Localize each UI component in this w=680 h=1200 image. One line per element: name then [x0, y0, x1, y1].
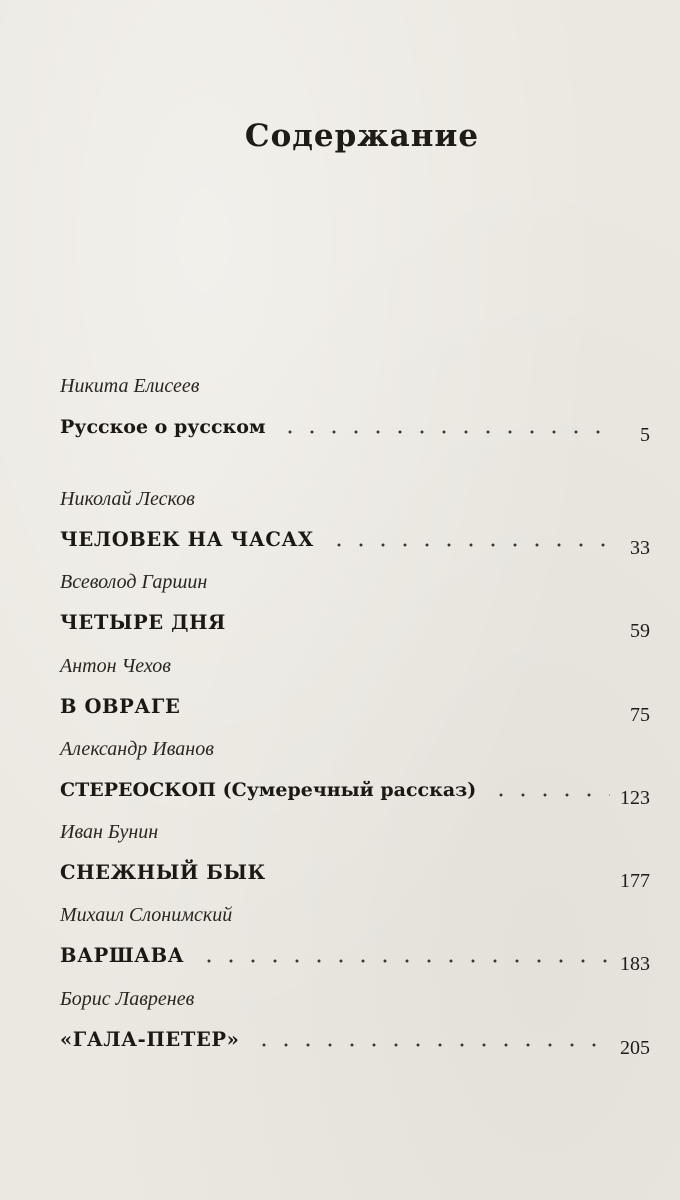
toc-entry — [60, 737, 650, 809]
toc-entry — [60, 654, 650, 726]
toc-entry — [60, 820, 650, 892]
dot-leader — [253, 1027, 610, 1053]
toc-page-number: 5 — [640, 424, 650, 446]
toc-work-title: «ГАЛА-ПЕТЕР» — [60, 1028, 240, 1051]
toc-work-title: ЧЕЛОВЕК НА ЧАСАХ — [60, 528, 314, 551]
toc-page-number: 177 — [620, 870, 650, 892]
toc-work-title: В ОВРАГЕ — [60, 695, 181, 718]
toc-page-number: 59 — [630, 620, 650, 642]
toc-page-number: 75 — [630, 704, 650, 726]
toc-author: Михаил Слонимский — [60, 904, 233, 926]
toc-row — [60, 688, 650, 726]
toc-work-title: Русское о русском — [60, 416, 266, 438]
toc-entry — [60, 903, 650, 975]
toc-author: Никита Елисеев — [60, 375, 200, 397]
toc-author: Александр Иванов — [60, 738, 214, 760]
toc-entry — [60, 570, 650, 642]
toc-author: Борис Лавренев — [60, 988, 195, 1010]
dot-leader — [198, 943, 610, 969]
page-title: Содержание — [244, 118, 480, 154]
toc-page-number: 183 — [620, 953, 650, 975]
toc-author: Иван Бунин — [60, 821, 159, 843]
toc-row — [60, 937, 650, 975]
toc-row — [60, 771, 650, 809]
toc-entry — [60, 987, 650, 1059]
toc-row — [60, 408, 650, 446]
toc-entry — [60, 374, 650, 446]
toc-page-number: 123 — [620, 787, 650, 809]
toc-author: Всеволод Гаршин — [60, 571, 208, 593]
toc-author: Николай Лесков — [60, 488, 195, 510]
toc-row — [60, 521, 650, 559]
toc-work-title: ВАРШАВА — [60, 944, 185, 967]
toc-entry — [60, 487, 650, 559]
toc-row — [60, 604, 650, 642]
toc-author: Антон Чехов — [60, 655, 171, 677]
toc-work-title: СТЕРЕОСКОП (Сумеречный рассказ) — [60, 779, 477, 801]
toc-row — [60, 854, 650, 892]
toc-row — [60, 1021, 650, 1059]
toc-page-number: 33 — [630, 537, 650, 559]
toc-work-title: ЧЕТЫРЕ ДНЯ — [60, 611, 226, 634]
dot-leader — [279, 414, 612, 440]
dot-leader — [328, 527, 612, 553]
toc-work-title: СНЕЖНЫЙ БЫК — [60, 861, 266, 884]
dot-leader — [490, 777, 610, 803]
toc-page-number: 205 — [620, 1037, 650, 1059]
